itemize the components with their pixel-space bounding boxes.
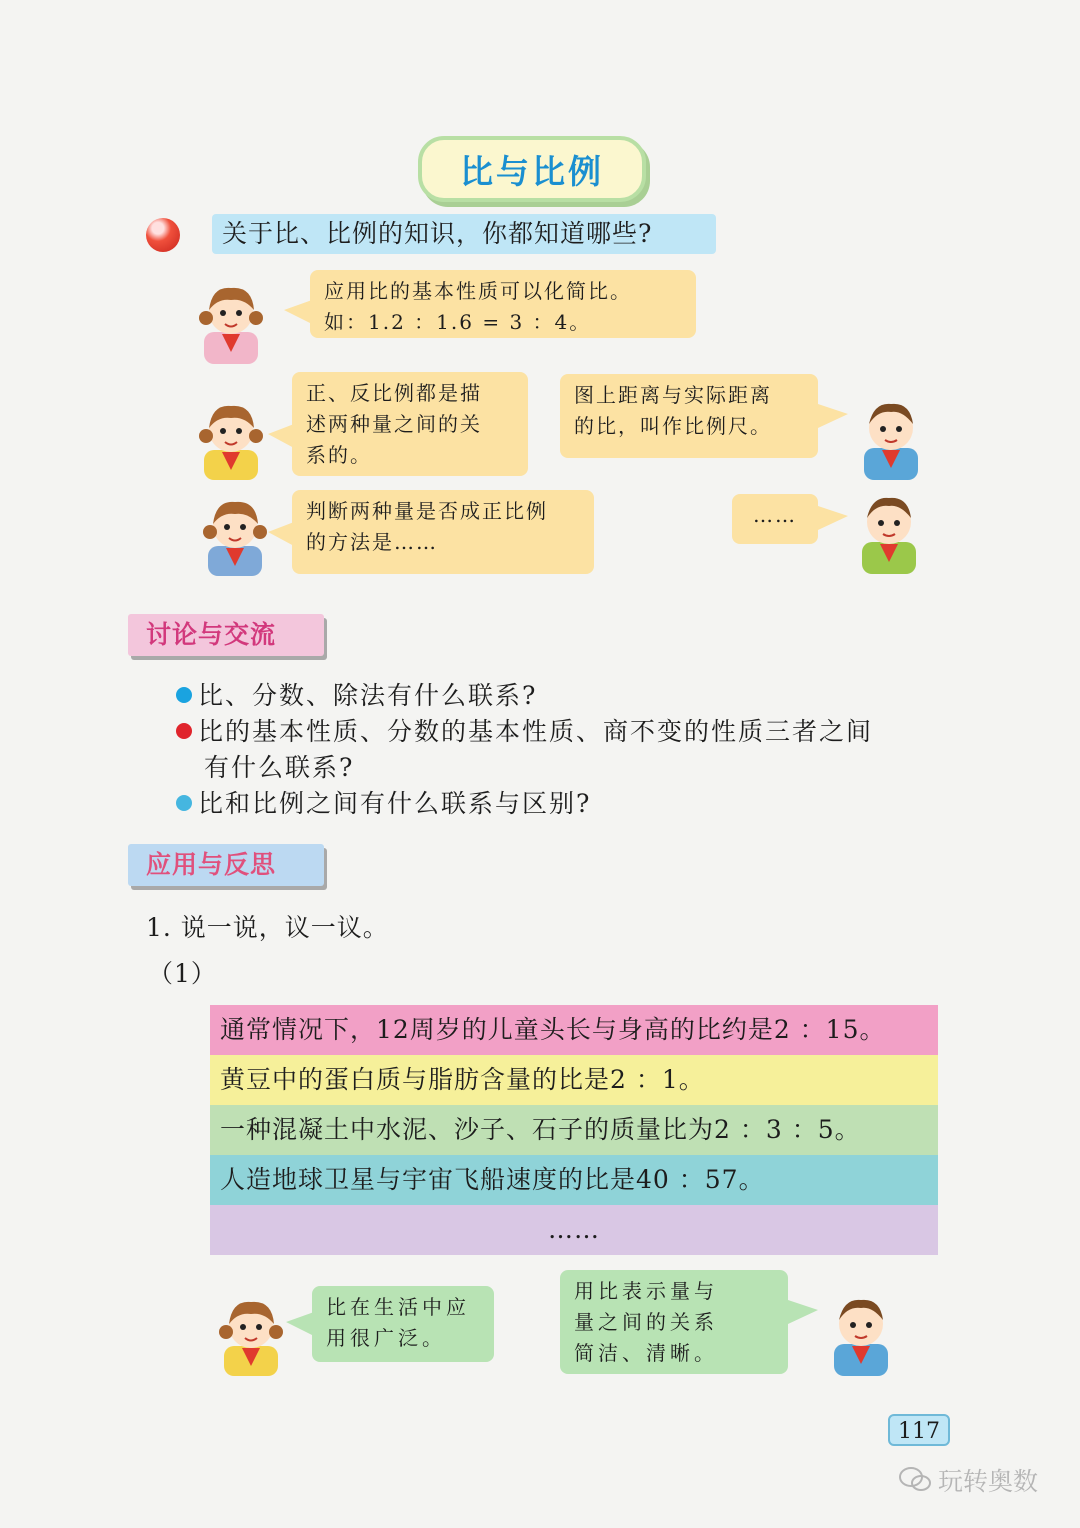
bubble-text: 用很广泛。 [326,1326,446,1350]
red-ball-icon [146,218,180,252]
boy-avatar-3 [822,1292,900,1376]
boy-avatar-2 [850,490,928,574]
bubble-ellipsis: …… [732,494,818,544]
boy-avatar-1 [852,396,930,480]
bubble-text: 述两种量之间的关 [306,412,482,436]
bubble-proportion [292,372,528,476]
bubble-judge-method [292,490,594,574]
girl-avatar-3 [196,494,274,576]
discussion-text: 比的基本性质、分数的基本性质、商不变的性质三者之间 [198,717,874,746]
bubble-simplify-ratio [310,270,696,338]
exercise-heading: 1. 说一说，议一议。 [146,913,389,942]
example-row-cyan: 人造地球卫星与宇宙飞船速度的比是40 ：57。 [210,1155,938,1205]
blue-dot-icon [176,687,192,703]
bubble-tail [788,1300,818,1324]
red-dot-icon [176,723,192,739]
bubble-tail [818,506,848,530]
bubble-tail [818,404,848,428]
bubble-text: 系的。 [306,443,372,467]
bubble-tail [268,522,294,546]
watermark-text: 玩转奥数 [938,1467,1039,1496]
bubble-wide-use [312,1286,494,1362]
example-row-pink: 通常情况下，12周岁的儿童头长与身高的比约是2 ：15。 [210,1005,938,1055]
bubble-tail [284,300,312,324]
bubble-text: 的比，叫作比例尺。 [574,414,772,438]
discussion-item-2 [176,714,873,749]
bubble-text: 图上距离与实际距离 [574,383,772,407]
bubble-text: 比在生活中应 [326,1295,470,1319]
discussion-text: 比、分数、除法有什么联系? [198,681,538,710]
discussion-text: 比和比例之间有什么联系与区别? [198,789,592,818]
example-row-green: 一种混凝土中水泥、沙子、石子的质量比为2 ：3 ：5。 [210,1105,938,1155]
watermark [898,1462,1038,1498]
section-label-discussion: 讨论与交流 [128,614,324,656]
discussion-item-1 [176,678,537,713]
bubble-tail [268,424,294,448]
bubble-tail [286,1312,314,1336]
bubble-text: 如：1.2 ：1.6 = 3 ：4。 [324,310,592,334]
girl-avatar-2 [192,400,270,480]
exercise-sub-number: （1） [148,959,217,988]
bubble-text: 判断两种量是否成正比例 [306,499,548,523]
bubble-text: 正、反比例都是描 [306,381,482,405]
blue-dot-icon [176,795,192,811]
bubble-text: 简洁、清晰。 [574,1341,718,1365]
section-label-application: 应用与反思 [128,844,324,886]
page-title: 比与比例 [418,136,646,202]
discussion-item-2-cont: 有什么联系? [204,753,355,782]
page-number: 117 [888,1414,950,1446]
bubble-text: 用比表示量与 [574,1279,718,1303]
bubble-text: 量之间的关系 [574,1310,718,1334]
girl-avatar-4 [212,1296,290,1376]
bubble-concise [560,1270,788,1374]
bubble-text: 应用比的基本性质可以化简比。 [324,279,632,303]
bubble-scale [560,374,818,458]
wechat-icon [898,1466,932,1494]
bubble-text: 的方法是…… [306,530,438,554]
discussion-item-3 [176,786,591,821]
question-bar: 关于比、比例的知识，你都知道哪些? [212,214,716,254]
example-row-yellow: 黄豆中的蛋白质与脂肪含量的比是2 ：1。 [210,1055,938,1105]
girl-avatar-1 [192,280,270,364]
example-row-lavender: …… [210,1205,938,1255]
